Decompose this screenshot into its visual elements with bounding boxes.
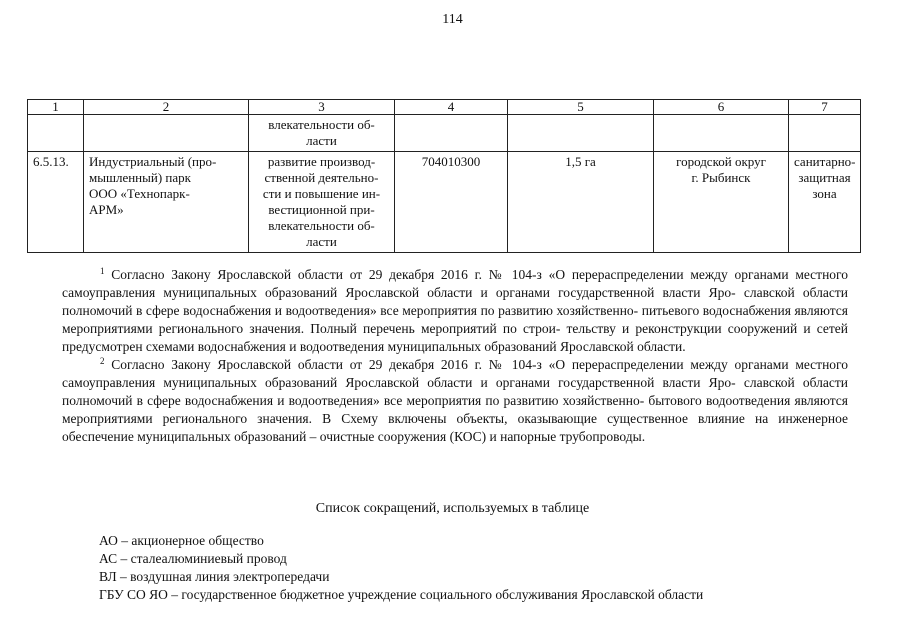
- column-header: 1: [28, 100, 84, 115]
- table-row-continuation: [28, 115, 861, 152]
- cell-line: влекательности об-: [268, 117, 375, 132]
- column-header: 6: [654, 100, 789, 115]
- table-cell-purpose: [249, 115, 395, 152]
- table-cell-name: [84, 152, 249, 253]
- table-cell: [654, 115, 789, 152]
- footnote-line: бытового водоотведения являются мероприятиями регионального значения. В Схему включены объекты, оказывающие: [62, 393, 849, 426]
- table-cell-purpose: [249, 152, 395, 253]
- column-header: 4: [395, 100, 508, 115]
- table-row: [28, 152, 861, 253]
- table-cell: [84, 115, 249, 152]
- abbreviation-item: ГБУ СО ЯО – государственное бюджетное учреждение социального обслуживания Ярославской области: [99, 587, 704, 602]
- cell-line: АРМ»: [89, 202, 124, 217]
- table-cell: [28, 115, 84, 152]
- footnote-2: [62, 356, 848, 446]
- footnote-mark: 2: [100, 356, 105, 366]
- cell-line: мышленный) парк: [89, 170, 191, 185]
- table-cell-zone: [789, 152, 861, 253]
- cell-line: сти и повышение ин-: [262, 186, 381, 201]
- cell-line: развитие производ-: [267, 154, 376, 169]
- footnote-line: славской области полномочий в сфере водоснабжения и водоотведения» все мероприятия по развитию хозяйственно-: [62, 375, 849, 408]
- cell-line: защитная зона: [798, 170, 851, 201]
- footnote-line: образований Ярославской области.: [484, 339, 686, 354]
- table-cell: [395, 115, 508, 152]
- cell-line: городской округ: [676, 154, 766, 169]
- footnote-line: славской области полномочий в сфере водоснабжения и водоотведения» все мероприятия по развитию хозяйственно-: [62, 285, 849, 318]
- footnote-line: Согласно Закону Ярославской области от 29 декабря 2016 г. № 104-з «О перераспределении между органами: [111, 357, 789, 372]
- cell-line: ласти: [306, 133, 337, 148]
- table-cell: [789, 115, 861, 152]
- abbreviations-heading: Список сокращений, используемых в таблице: [315, 501, 590, 516]
- table-cell-location: [654, 152, 789, 253]
- cell-line: ласти: [306, 234, 337, 249]
- cell-line: Индустриальный (про-: [89, 154, 217, 169]
- abbreviations-list: [99, 532, 859, 604]
- column-header: 2: [84, 100, 249, 115]
- footnote-line: Согласно Закону Ярославской области от 29 декабря 2016 г. № 104-з «О перераспределении между органами: [111, 267, 789, 282]
- column-header: 5: [508, 100, 654, 115]
- objects-table: [27, 99, 861, 253]
- footnote-line: существенное влияние на инженерное обеспечение муниципальных образований – очистные сооружения (КОС) и: [62, 411, 848, 444]
- column-header: 3: [249, 100, 395, 115]
- cell-line: ственной деятельно-: [264, 170, 379, 185]
- table-cell-area: 1,5 га: [508, 152, 654, 253]
- footnotes: [62, 266, 848, 446]
- footnote-line: напорные трубопроводы.: [500, 429, 646, 444]
- footnote-mark: 1: [100, 266, 105, 276]
- table-cell: [508, 115, 654, 152]
- footnote-line: тельству и реконструкции сооружений и сетей предусмотрен схемами водоснабжения и водоотведения муниципальных: [62, 321, 848, 354]
- cell-line: влекательности об-: [268, 218, 375, 233]
- footnote-line: местного самоуправления муниципальных образований Ярославской области и органами государственной власти Яро-: [62, 357, 849, 390]
- page-number: 114: [442, 12, 463, 27]
- cell-line: вестиционной при-: [268, 202, 375, 217]
- column-header: 7: [789, 100, 861, 115]
- footnote-line: местного самоуправления муниципальных образований Ярославской области и органами государственной власти Яро-: [62, 267, 849, 300]
- table-cell-code: 704010300: [395, 152, 508, 253]
- abbreviation-item: АО – акционерное общество: [99, 533, 264, 548]
- footnote-1: [62, 266, 848, 356]
- footnote-line: питьевого водоснабжения являются мероприятиями регионального значения. Полный перечень мероприятий по строи-: [62, 303, 848, 336]
- table-header-row: [28, 100, 861, 115]
- table-cell-number: 6.5.13.: [28, 152, 84, 253]
- abbreviation-item: ВЛ – воздушная линия электропередачи: [99, 569, 330, 584]
- cell-line: г. Рыбинск: [691, 170, 751, 185]
- abbreviation-item: АС – сталеалюминиевый провод: [99, 551, 287, 566]
- cell-line: санитарно-: [794, 154, 856, 169]
- cell-line: ООО «Технопарк-: [89, 186, 190, 201]
